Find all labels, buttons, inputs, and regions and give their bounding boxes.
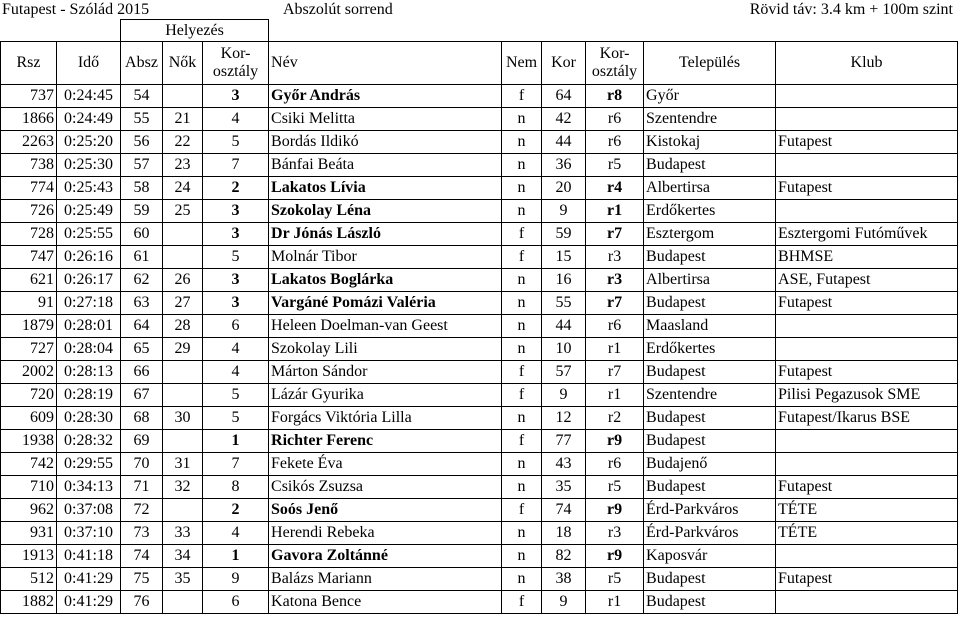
cell-absz: 60 <box>121 223 163 246</box>
cell-absz: 75 <box>121 568 163 591</box>
cell-nok: 25 <box>163 200 203 223</box>
cell-nok <box>163 246 203 269</box>
cell-absz: 61 <box>121 246 163 269</box>
cell-nev: Vargáné Pomázi Valéria <box>269 292 502 315</box>
col-telepules: Település <box>644 42 776 85</box>
cell-absz: 64 <box>121 315 163 338</box>
cell-klub: Futapest <box>776 177 958 200</box>
col-klub: Klub <box>776 42 958 85</box>
cell-telepules: Szentendre <box>644 384 776 407</box>
table-row <box>1 223 958 246</box>
cell-ido: 0:41:29 <box>57 591 121 614</box>
cell-ido: 0:25:30 <box>57 154 121 177</box>
table-row <box>1 499 958 522</box>
cell-telepules: Kaposvár <box>644 545 776 568</box>
cell-absz: 62 <box>121 269 163 292</box>
cell-korosztaly: 2 <box>203 177 269 200</box>
cell-kategoria: r3 <box>586 269 644 292</box>
cell-ido: 0:28:13 <box>57 361 121 384</box>
table-row <box>1 131 958 154</box>
cell-nem: n <box>502 476 542 499</box>
cell-nok: 35 <box>163 568 203 591</box>
cell-kor: 9 <box>542 200 586 223</box>
cell-kor: 10 <box>542 338 586 361</box>
cell-nev: Katona Bence <box>269 591 502 614</box>
cell-telepules: Budapest <box>644 246 776 269</box>
results-body <box>1 85 958 614</box>
cell-nev: Márton Sándor <box>269 361 502 384</box>
cell-nev: Lakatos Lívia <box>269 177 502 200</box>
cell-telepules: Győr <box>644 85 776 108</box>
cell-nem: f <box>502 85 542 108</box>
cell-nev: Heleen Doelman-van Geest <box>269 315 502 338</box>
cell-kategoria: r1 <box>586 338 644 361</box>
cell-korosztaly: 3 <box>203 200 269 223</box>
cell-kategoria: r9 <box>586 545 644 568</box>
table-row <box>1 200 958 223</box>
cell-kategoria: r7 <box>586 223 644 246</box>
cell-absz: 56 <box>121 131 163 154</box>
cell-klub: Futapest <box>776 476 958 499</box>
cell-nem: f <box>502 223 542 246</box>
cell-korosztaly: 4 <box>203 108 269 131</box>
cell-ido: 0:24:49 <box>57 108 121 131</box>
cell-korosztaly: 4 <box>203 338 269 361</box>
cell-telepules: Budapest <box>644 476 776 499</box>
cell-kategoria: r5 <box>586 568 644 591</box>
cell-ido: 0:28:19 <box>57 384 121 407</box>
cell-kor: 43 <box>542 453 586 476</box>
cell-telepules: Érd-Parkváros <box>644 499 776 522</box>
cell-nem: n <box>502 292 542 315</box>
cell-rsz: 742 <box>1 453 57 476</box>
col-korosztaly-cat: Kor- osztály <box>586 42 644 85</box>
cell-telepules: Budapest <box>644 154 776 177</box>
cell-kor: 12 <box>542 407 586 430</box>
cell-rsz: 727 <box>1 338 57 361</box>
cell-ido: 0:29:55 <box>57 453 121 476</box>
cell-korosztaly: 7 <box>203 453 269 476</box>
cell-nev: Csikós Zsuzsa <box>269 476 502 499</box>
cell-rsz: 1938 <box>1 430 57 453</box>
cell-nok <box>163 499 203 522</box>
cell-absz: 67 <box>121 384 163 407</box>
cell-absz: 70 <box>121 453 163 476</box>
cell-kategoria: r6 <box>586 453 644 476</box>
cell-korosztaly: 3 <box>203 292 269 315</box>
cell-klub: TÉTE <box>776 522 958 545</box>
cell-korosztaly: 4 <box>203 361 269 384</box>
cell-nem: n <box>502 177 542 200</box>
cell-nem: n <box>502 568 542 591</box>
cell-nem: f <box>502 384 542 407</box>
cell-rsz: 738 <box>1 154 57 177</box>
cell-ido: 0:37:10 <box>57 522 121 545</box>
table-row <box>1 108 958 131</box>
cell-kor: 74 <box>542 499 586 522</box>
cell-ido: 0:26:17 <box>57 269 121 292</box>
cell-nok <box>163 223 203 246</box>
cell-klub <box>776 85 958 108</box>
table-row <box>1 154 958 177</box>
cell-rsz: 609 <box>1 407 57 430</box>
cell-korosztaly: 3 <box>203 269 269 292</box>
cell-rsz: 1882 <box>1 591 57 614</box>
cell-nok: 33 <box>163 522 203 545</box>
cell-kor: 15 <box>542 246 586 269</box>
cell-absz: 58 <box>121 177 163 200</box>
cell-ido: 0:27:18 <box>57 292 121 315</box>
cell-korosztaly: 5 <box>203 131 269 154</box>
cell-klub: Futapest <box>776 131 958 154</box>
cell-telepules: Kistokaj <box>644 131 776 154</box>
cell-ido: 0:28:04 <box>57 338 121 361</box>
cell-telepules: Szentendre <box>644 108 776 131</box>
cell-klub <box>776 545 958 568</box>
cell-nem: n <box>502 200 542 223</box>
cell-korosztaly: 5 <box>203 384 269 407</box>
event-title: Futapest - Szólád 2015 <box>2 1 150 18</box>
cell-ido: 0:25:20 <box>57 131 121 154</box>
cell-telepules: Budapest <box>644 361 776 384</box>
cell-kategoria: r4 <box>586 177 644 200</box>
cell-ido: 0:41:18 <box>57 545 121 568</box>
table-row <box>1 338 958 361</box>
table-row <box>1 269 958 292</box>
cell-kor: 20 <box>542 177 586 200</box>
cell-korosztaly: 4 <box>203 522 269 545</box>
cell-nem: n <box>502 131 542 154</box>
cell-korosztaly: 7 <box>203 154 269 177</box>
cell-nem: n <box>502 453 542 476</box>
cell-nev: Győr András <box>269 85 502 108</box>
cell-kor: 16 <box>542 269 586 292</box>
col-kor: Kor <box>542 42 586 85</box>
cell-nem: f <box>502 430 542 453</box>
cell-rsz: 1913 <box>1 545 57 568</box>
cell-kor: 55 <box>542 292 586 315</box>
cell-klub <box>776 108 958 131</box>
title-bar <box>0 0 959 19</box>
cell-absz: 55 <box>121 108 163 131</box>
cell-kor: 9 <box>542 384 586 407</box>
cell-telepules: Maasland <box>644 315 776 338</box>
table-row <box>1 407 958 430</box>
col-korosztaly: Kor- osztály <box>203 42 269 85</box>
cell-kor: 44 <box>542 131 586 154</box>
cell-nok: 31 <box>163 453 203 476</box>
cell-absz: 65 <box>121 338 163 361</box>
cell-ido: 0:34:13 <box>57 476 121 499</box>
cell-nem: n <box>502 269 542 292</box>
cell-absz: 69 <box>121 430 163 453</box>
cell-kor: 64 <box>542 85 586 108</box>
table-row <box>1 591 958 614</box>
cell-nok <box>163 85 203 108</box>
cell-telepules: Budapest <box>644 430 776 453</box>
cell-nok <box>163 361 203 384</box>
cell-ido: 0:28:01 <box>57 315 121 338</box>
cell-kategoria: r1 <box>586 200 644 223</box>
cell-korosztaly: 1 <box>203 545 269 568</box>
table-row <box>1 453 958 476</box>
cell-rsz: 91 <box>1 292 57 315</box>
cell-rsz: 728 <box>1 223 57 246</box>
cell-nev: Dr Jónás László <box>269 223 502 246</box>
category-title: Abszolút sorrend <box>283 1 393 18</box>
cell-kor: 57 <box>542 361 586 384</box>
cell-absz: 63 <box>121 292 163 315</box>
cell-absz: 76 <box>121 591 163 614</box>
cell-kor: 42 <box>542 108 586 131</box>
cell-nev: Bordás Ildikó <box>269 131 502 154</box>
table-row <box>1 430 958 453</box>
cell-kor: 9 <box>542 591 586 614</box>
cell-ido: 0:37:08 <box>57 499 121 522</box>
col-nev: Név <box>269 42 502 85</box>
cell-nok: 24 <box>163 177 203 200</box>
cell-klub: Futapest/Ikarus BSE <box>776 407 958 430</box>
cell-nev: Szokolay Lili <box>269 338 502 361</box>
col-ido: Idő <box>57 42 121 85</box>
cell-nem: f <box>502 246 542 269</box>
cell-telepules: Budapest <box>644 591 776 614</box>
cell-absz: 71 <box>121 476 163 499</box>
table-row <box>1 545 958 568</box>
cell-rsz: 747 <box>1 246 57 269</box>
col-absz: Absz <box>121 42 163 85</box>
cell-nev: Balázs Mariann <box>269 568 502 591</box>
cell-nok: 27 <box>163 292 203 315</box>
cell-klub <box>776 200 958 223</box>
table-row <box>1 315 958 338</box>
cell-kategoria: r7 <box>586 361 644 384</box>
cell-nev: Lakatos Boglárka <box>269 269 502 292</box>
cell-nok: 22 <box>163 131 203 154</box>
cell-kategoria: r9 <box>586 430 644 453</box>
cell-nev: Lázár Gyurika <box>269 384 502 407</box>
table-row <box>1 568 958 591</box>
cell-absz: 57 <box>121 154 163 177</box>
cell-korosztaly: 6 <box>203 315 269 338</box>
cell-ido: 0:25:55 <box>57 223 121 246</box>
cell-korosztaly: 9 <box>203 568 269 591</box>
cell-kategoria: r5 <box>586 154 644 177</box>
cell-klub: Pilisi Pegazusok SME <box>776 384 958 407</box>
results-table <box>0 19 958 614</box>
cell-klub <box>776 430 958 453</box>
cell-kategoria: r8 <box>586 85 644 108</box>
cell-telepules: Albertirsa <box>644 177 776 200</box>
cell-nok: 21 <box>163 108 203 131</box>
cell-nem: f <box>502 591 542 614</box>
cell-kategoria: r3 <box>586 246 644 269</box>
cell-rsz: 710 <box>1 476 57 499</box>
cell-korosztaly: 3 <box>203 85 269 108</box>
col-nok: Nők <box>163 42 203 85</box>
cell-absz: 74 <box>121 545 163 568</box>
cell-rsz: 720 <box>1 384 57 407</box>
table-row <box>1 246 958 269</box>
table-row <box>1 177 958 200</box>
cell-rsz: 1879 <box>1 315 57 338</box>
cell-rsz: 962 <box>1 499 57 522</box>
cell-nem: f <box>502 361 542 384</box>
cell-rsz: 2263 <box>1 131 57 154</box>
cell-nev: Szokolay Léna <box>269 200 502 223</box>
cell-nev: Forgács Viktória Lilla <box>269 407 502 430</box>
cell-nok: 32 <box>163 476 203 499</box>
cell-korosztaly: 5 <box>203 407 269 430</box>
cell-ido: 0:28:32 <box>57 430 121 453</box>
cell-absz: 68 <box>121 407 163 430</box>
cell-nev: Gavora Zoltánné <box>269 545 502 568</box>
table-row <box>1 292 958 315</box>
cell-kategoria: r1 <box>586 591 644 614</box>
cell-telepules: Érd-Parkváros <box>644 522 776 545</box>
cell-klub: Futapest <box>776 361 958 384</box>
cell-absz: 66 <box>121 361 163 384</box>
cell-klub <box>776 591 958 614</box>
cell-nem: n <box>502 315 542 338</box>
table-row <box>1 384 958 407</box>
cell-kategoria: r5 <box>586 476 644 499</box>
cell-kategoria: r6 <box>586 315 644 338</box>
cell-absz: 73 <box>121 522 163 545</box>
table-row <box>1 85 958 108</box>
cell-nok: 29 <box>163 338 203 361</box>
cell-absz: 54 <box>121 85 163 108</box>
cell-nem: n <box>502 407 542 430</box>
table-row <box>1 522 958 545</box>
cell-kategoria: r6 <box>586 131 644 154</box>
cell-rsz: 931 <box>1 522 57 545</box>
cell-kor: 38 <box>542 568 586 591</box>
cell-telepules: Esztergom <box>644 223 776 246</box>
cell-nev: Richter Ferenc <box>269 430 502 453</box>
header-group-label: Helyezés <box>121 20 269 42</box>
cell-rsz: 774 <box>1 177 57 200</box>
cell-nok: 34 <box>163 545 203 568</box>
col-nem: Nem <box>502 42 542 85</box>
cell-nok: 23 <box>163 154 203 177</box>
cell-nem: n <box>502 108 542 131</box>
cell-korosztaly: 8 <box>203 476 269 499</box>
cell-nev: Fekete Éva <box>269 453 502 476</box>
col-rsz: Rsz <box>1 42 57 85</box>
cell-rsz: 737 <box>1 85 57 108</box>
cell-kor: 44 <box>542 315 586 338</box>
header-row <box>1 42 958 85</box>
cell-rsz: 1866 <box>1 108 57 131</box>
cell-nev: Bánfai Beáta <box>269 154 502 177</box>
cell-nem: n <box>502 154 542 177</box>
cell-kor: 82 <box>542 545 586 568</box>
cell-telepules: Budajenő <box>644 453 776 476</box>
cell-telepules: Erdőkertes <box>644 200 776 223</box>
cell-kategoria: r7 <box>586 292 644 315</box>
cell-kor: 59 <box>542 223 586 246</box>
cell-klub: ASE, Futapest <box>776 269 958 292</box>
cell-nem: n <box>502 545 542 568</box>
cell-ido: 0:25:43 <box>57 177 121 200</box>
cell-korosztaly: 2 <box>203 499 269 522</box>
cell-kor: 36 <box>542 154 586 177</box>
header-group-row <box>1 20 958 42</box>
cell-klub: Futapest <box>776 292 958 315</box>
cell-klub <box>776 154 958 177</box>
cell-klub <box>776 315 958 338</box>
cell-kategoria: r2 <box>586 407 644 430</box>
cell-kor: 77 <box>542 430 586 453</box>
cell-nev: Herendi Rebeka <box>269 522 502 545</box>
cell-nok: 28 <box>163 315 203 338</box>
cell-telepules: Erdőkertes <box>644 338 776 361</box>
cell-korosztaly: 6 <box>203 591 269 614</box>
cell-kategoria: r9 <box>586 499 644 522</box>
cell-kor: 18 <box>542 522 586 545</box>
cell-telepules: Budapest <box>644 292 776 315</box>
cell-nem: f <box>502 499 542 522</box>
cell-kategoria: r6 <box>586 108 644 131</box>
cell-nok <box>163 430 203 453</box>
cell-klub: Esztergomi Futóművek <box>776 223 958 246</box>
cell-telepules: Budapest <box>644 568 776 591</box>
cell-telepules: Albertirsa <box>644 269 776 292</box>
cell-nev: Soós Jenő <box>269 499 502 522</box>
cell-absz: 72 <box>121 499 163 522</box>
cell-klub: BHMSE <box>776 246 958 269</box>
cell-nem: n <box>502 522 542 545</box>
cell-klub <box>776 338 958 361</box>
cell-rsz: 726 <box>1 200 57 223</box>
cell-kor: 35 <box>542 476 586 499</box>
cell-nev: Csiki Melitta <box>269 108 502 131</box>
cell-klub: Futapest <box>776 568 958 591</box>
cell-ido: 0:41:29 <box>57 568 121 591</box>
cell-ido: 0:25:49 <box>57 200 121 223</box>
cell-korosztaly: 3 <box>203 223 269 246</box>
cell-ido: 0:24:45 <box>57 85 121 108</box>
cell-korosztaly: 5 <box>203 246 269 269</box>
cell-rsz: 2002 <box>1 361 57 384</box>
cell-nok: 26 <box>163 269 203 292</box>
table-row <box>1 361 958 384</box>
cell-rsz: 621 <box>1 269 57 292</box>
cell-korosztaly: 1 <box>203 430 269 453</box>
cell-nok: 30 <box>163 407 203 430</box>
cell-klub <box>776 453 958 476</box>
cell-rsz: 512 <box>1 568 57 591</box>
cell-telepules: Budapest <box>644 407 776 430</box>
cell-nok <box>163 591 203 614</box>
cell-ido: 0:28:30 <box>57 407 121 430</box>
distance-title: Rövid táv: 3.4 km + 100m szint <box>749 1 953 18</box>
cell-kategoria: r3 <box>586 522 644 545</box>
cell-kategoria: r1 <box>586 384 644 407</box>
table-row <box>1 476 958 499</box>
cell-nok <box>163 384 203 407</box>
cell-nem: n <box>502 338 542 361</box>
cell-absz: 59 <box>121 200 163 223</box>
cell-ido: 0:26:16 <box>57 246 121 269</box>
cell-nev: Molnár Tibor <box>269 246 502 269</box>
cell-klub: TÉTE <box>776 499 958 522</box>
